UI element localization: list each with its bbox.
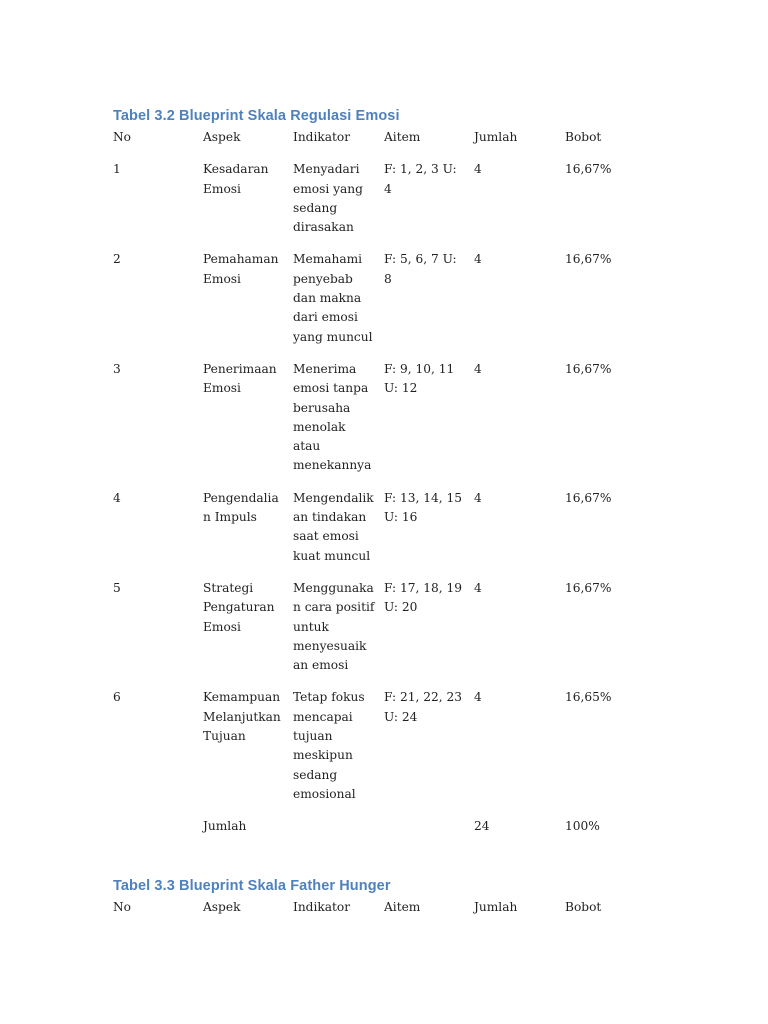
cell-indikator-line: dari emosi bbox=[293, 310, 358, 325]
cell-aspek-line: Kemampuan bbox=[203, 690, 281, 705]
cell-aitem bbox=[380, 489, 470, 579]
table-header-row bbox=[109, 128, 651, 160]
cell-aitem-line: F: 1, 2, 3 U: bbox=[384, 162, 457, 177]
cell-indikator-line: Menerima bbox=[293, 361, 357, 376]
total-label: Jumlah bbox=[203, 819, 247, 834]
cell-indikator bbox=[289, 160, 380, 250]
cell-indikator-line: menyesuaik bbox=[293, 638, 367, 653]
cell-aitem bbox=[380, 817, 470, 849]
table-caption: Tabel 3.2 Blueprint Skala Regulasi Emosi bbox=[113, 108, 400, 124]
table-row bbox=[109, 250, 651, 359]
cell-no: 1 bbox=[113, 162, 121, 177]
cell-indikator-line: kuat muncul bbox=[293, 548, 371, 563]
table-row bbox=[109, 579, 651, 688]
cell-indikator-line: yang muncul bbox=[293, 329, 373, 344]
cell-indikator bbox=[289, 360, 380, 489]
cell-aitem-line: F: 5, 6, 7 U: bbox=[384, 252, 457, 267]
cell-indikator bbox=[289, 688, 380, 817]
cell-indikator-line: penyebab bbox=[293, 271, 353, 286]
cell-indikator-line: mencapai bbox=[293, 709, 353, 724]
cell-aspek bbox=[199, 579, 289, 688]
cell-indikator-line: menekannya bbox=[293, 458, 372, 473]
cell-aitem-line: 4 bbox=[384, 181, 392, 196]
cell-aspek-line: Penerimaan bbox=[203, 361, 277, 376]
table-row bbox=[109, 688, 651, 817]
cell-indikator-line: sedang bbox=[293, 767, 338, 782]
cell-aitem-line: F: 21, 22, 23 bbox=[384, 690, 463, 705]
cell-no bbox=[109, 817, 199, 849]
cell-indikator bbox=[289, 579, 380, 688]
cell-indikator-line: dirasakan bbox=[293, 220, 354, 235]
header-cell-no: No bbox=[113, 900, 132, 914]
cell-aitem-line: U: 24 bbox=[384, 709, 418, 724]
cell-aspek-line: Melanjutkan bbox=[203, 709, 281, 724]
cell-indikator-line: meskipun bbox=[293, 748, 353, 763]
cell-indikator-line: Menggunaka bbox=[293, 580, 374, 595]
cell-indikator-line: saat emosi bbox=[293, 529, 359, 544]
cell-aspek-line: Emosi bbox=[203, 619, 241, 634]
cell-aitem bbox=[380, 579, 470, 688]
cell-jumlah: 4 bbox=[474, 361, 482, 376]
cell-no: 2 bbox=[113, 252, 121, 267]
cell-aspek-line: Pengaturan bbox=[203, 600, 275, 615]
cell-indikator-line: Memahami bbox=[293, 252, 363, 267]
cell-indikator-line: an tindakan bbox=[293, 510, 367, 525]
cell-aitem-line: U: 16 bbox=[384, 510, 418, 525]
table-row bbox=[109, 360, 651, 489]
header-cell-bobot: Bobot bbox=[565, 130, 602, 144]
cell-indikator-line: untuk bbox=[293, 619, 329, 634]
cell-aitem-line: U: 20 bbox=[384, 600, 418, 615]
cell-aspek-line: Pengendalia bbox=[203, 490, 279, 505]
cell-aspek-line: Kesadaran bbox=[203, 162, 269, 177]
cell-indikator-line: atau bbox=[293, 439, 321, 454]
cell-aspek bbox=[199, 360, 289, 489]
cell-no: 3 bbox=[113, 361, 121, 376]
cell-aspek bbox=[199, 250, 289, 359]
cell-aitem bbox=[380, 360, 470, 489]
cell-aitem bbox=[380, 250, 470, 359]
cell-aitem-line: F: 13, 14, 15 bbox=[384, 490, 463, 505]
cell-indikator-line: emosi tanpa bbox=[293, 381, 369, 396]
cell-aspek-line: Pemahaman bbox=[203, 252, 279, 267]
table-caption: Tabel 3.3 Blueprint Skala Father Hunger bbox=[113, 878, 391, 894]
cell-bobot: 16,65% bbox=[565, 690, 612, 705]
cell-jumlah: 4 bbox=[474, 252, 482, 267]
blueprint-table-regulasi-emosi bbox=[109, 128, 651, 850]
cell-bobot: 16,67% bbox=[565, 361, 612, 376]
header-cell-aspek: Aspek bbox=[203, 130, 241, 144]
cell-aspek-line: Emosi bbox=[203, 181, 241, 196]
cell-no: 5 bbox=[113, 580, 121, 595]
cell-jumlah: 4 bbox=[474, 162, 482, 177]
header-cell-bobot: Bobot bbox=[565, 900, 602, 914]
table-row bbox=[109, 160, 651, 250]
cell-aspek bbox=[199, 489, 289, 579]
header-cell-aitem: Aitem bbox=[384, 900, 421, 914]
cell-jumlah: 4 bbox=[474, 690, 482, 705]
header-cell-aitem: Aitem bbox=[384, 130, 421, 144]
cell-jumlah: 4 bbox=[474, 490, 482, 505]
cell-indikator-line: Tetap fokus bbox=[293, 690, 365, 705]
cell-aitem-line: F: 9, 10, 11 bbox=[384, 361, 455, 376]
cell-indikator-line: emosi yang bbox=[293, 181, 363, 196]
cell-no: 6 bbox=[113, 690, 121, 705]
cell-aspek bbox=[199, 688, 289, 817]
cell-bobot: 16,67% bbox=[565, 162, 612, 177]
cell-aitem-line: U: 12 bbox=[384, 381, 418, 396]
cell-jumlah: 4 bbox=[474, 580, 482, 595]
total-bobot: 100% bbox=[565, 819, 600, 834]
cell-bobot: 16,67% bbox=[565, 580, 612, 595]
header-cell-aspek: Aspek bbox=[203, 900, 241, 914]
cell-aitem-line: F: 17, 18, 19 bbox=[384, 580, 463, 595]
cell-indikator-line: dan makna bbox=[293, 291, 362, 306]
cell-aitem bbox=[380, 160, 470, 250]
cell-indikator-line: n cara positif bbox=[293, 600, 375, 615]
table-total-row bbox=[109, 817, 651, 849]
header-cell-indikator: Indikator bbox=[293, 130, 351, 144]
table-header-row bbox=[109, 898, 651, 930]
header-cell-jumlah: Jumlah bbox=[474, 130, 518, 144]
cell-indikator-line: Menyadari bbox=[293, 162, 360, 177]
header-cell-jumlah: Jumlah bbox=[474, 900, 518, 914]
cell-indikator-line: berusaha bbox=[293, 400, 351, 415]
cell-aspek-line: Emosi bbox=[203, 271, 241, 286]
cell-aitem bbox=[380, 688, 470, 817]
total-jumlah: 24 bbox=[474, 819, 490, 834]
table-row bbox=[109, 489, 651, 579]
cell-aspek-line: Strategi bbox=[203, 580, 254, 595]
cell-indikator-line: an emosi bbox=[293, 658, 349, 673]
cell-no: 4 bbox=[113, 490, 121, 505]
cell-aspek-line: Tujuan bbox=[203, 729, 246, 744]
cell-indikator-line: tujuan bbox=[293, 729, 333, 744]
cell-aspek-line: Emosi bbox=[203, 381, 241, 396]
header-cell-no: No bbox=[113, 130, 132, 144]
cell-indikator-line: emosional bbox=[293, 786, 356, 801]
cell-indikator-line: sedang bbox=[293, 200, 338, 215]
cell-bobot: 16,67% bbox=[565, 252, 612, 267]
cell-indikator bbox=[289, 250, 380, 359]
blueprint-table-father-hunger bbox=[109, 898, 651, 930]
header-cell-indikator: Indikator bbox=[293, 900, 351, 914]
cell-indikator-line: menolak bbox=[293, 419, 346, 434]
cell-aspek bbox=[199, 160, 289, 250]
cell-indikator bbox=[289, 817, 380, 849]
cell-aitem-line: 8 bbox=[384, 271, 392, 286]
cell-aspek-line: n Impuls bbox=[203, 510, 257, 525]
cell-indikator bbox=[289, 489, 380, 579]
cell-indikator-line: Mengendalik bbox=[293, 490, 374, 505]
cell-bobot: 16,67% bbox=[565, 490, 612, 505]
